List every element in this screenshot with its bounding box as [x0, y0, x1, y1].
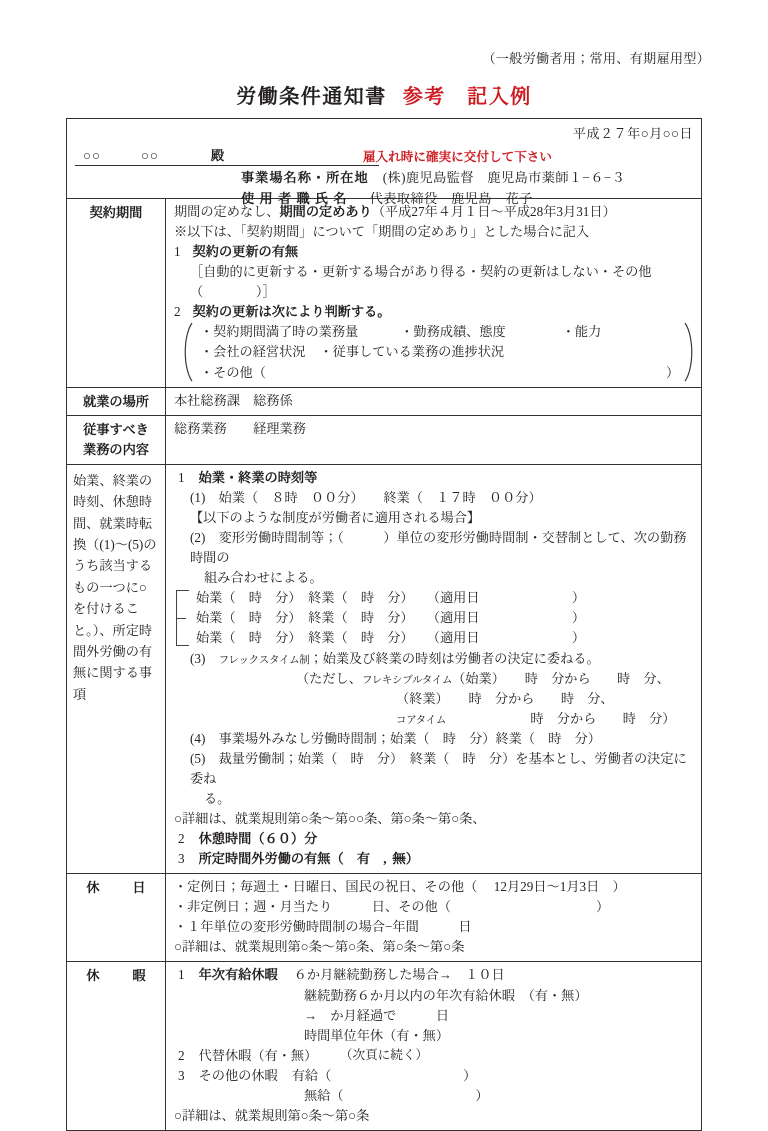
core-time-kana: コアタイム: [396, 714, 447, 726]
annual-leave-number: 1: [178, 967, 185, 983]
addressee-field: [75, 145, 379, 166]
flextime-kana: フレックスタイム制: [218, 654, 310, 666]
conditions-table: [66, 118, 702, 1131]
holiday-detail-rules: ○詳細は、就業規則第○条〜第○条、第○条〜第○条: [174, 939, 465, 955]
annual-leave-value: ６か月継続勤務した場合→ １０日: [293, 967, 505, 983]
discretionary-line2: る。: [204, 790, 231, 806]
continued-note: （次頁に続く）: [339, 1048, 429, 1062]
row-label-leave-a: 休: [86, 968, 100, 984]
row-label-holidays: [67, 874, 166, 961]
hours-variable-line1: (2) 変形労働時間制等；（ ）単位の変形労働時間制・交替制として、次の勤務時間の: [190, 530, 687, 566]
criteria-workload: ・契約期間満了時の業務量: [200, 324, 359, 340]
criteria-business-status: ・会社の経営状況: [200, 344, 306, 360]
row-label-holidays-a: 休: [86, 880, 100, 896]
criteria-line-2: [200, 342, 679, 362]
hourly-annual-leave: 時間単位年休（有・無）: [304, 1027, 450, 1043]
substitute-leave-number: 2: [178, 1047, 185, 1063]
contract-renewal-heading: [174, 242, 701, 262]
hours-variable-line2: 組み合わせによる。: [204, 570, 323, 586]
offsite-deemed-line: (4) 事業場外みなし労働時間制；始業（ 時 分）終業（ 時 分）: [190, 730, 601, 746]
contract-period-line1: [174, 202, 701, 222]
table-header-block: [67, 119, 701, 206]
contract-criteria-group: [174, 322, 701, 382]
table-row-holidays: [67, 874, 701, 962]
contract-fixed-term: 期間の定めあり: [279, 204, 372, 219]
shift-line-1: 始業（ 時 分） 終業（ 時 分） （適用日 ）: [196, 590, 586, 606]
annual-leave-heading: [174, 965, 695, 985]
row-label-working-hours: 始業、終業の時刻、休憩時間、就業時転換（(1)〜(5)のうち該当するもの一つに○を付けること。）、所定時間外労働の有無に関する事項: [67, 465, 166, 873]
other-leave-line: [174, 1066, 695, 1086]
shift-combination-group: [174, 588, 695, 648]
overtime-close: ）: [405, 851, 419, 867]
contract-term-dates: （平成27年４月１日〜平成28年3月31日）: [371, 204, 616, 219]
other-leave-paid: 有給（ ）: [291, 1067, 477, 1083]
document-subtype: （一般労働者用；常用、有期雇用型）: [482, 51, 710, 66]
holiday-regular: ・定例日；毎週土・日曜日、国民の祝日、その他（ 12月29日〜1月3日 ）: [174, 879, 626, 895]
table-row-duties: [67, 416, 701, 465]
row-label-contract-period: 契約期間: [67, 199, 166, 387]
row-label-workplace: 就業の場所: [67, 388, 166, 416]
row-body-working-hours: [166, 465, 701, 873]
hours-system-note: 【以下のような制度が労働者に適用される場合】: [190, 510, 481, 526]
table-row-workplace: [67, 388, 701, 417]
workplace-name-value: (株)鹿児島監督 鹿児島市薬師１−６−３: [382, 170, 626, 185]
hours-start-end: (1) 始業（ ８時 ００分） 終業（ １７時 ００分）: [190, 490, 542, 506]
delivery-red-note: 雇入れ時に確実に交付して下さい: [363, 150, 552, 164]
flexible-time-kana: フレキシブルタイム: [361, 674, 453, 686]
hours-detail-rules: ○詳細は、就業規則第○条〜第○○条、第○条〜第○条、: [174, 811, 486, 827]
criteria-performance: ・勤務成績、態度: [400, 324, 506, 340]
shift-line-3: 始業（ 時 分） 終業（ 時 分） （適用日 ）: [196, 630, 586, 646]
contract-judgement-number: 2: [174, 304, 181, 320]
criteria-ability: ・能力: [561, 324, 602, 340]
contract-renewal-title: 契約の更新の有無: [192, 244, 299, 260]
contract-period-note: ※以下は、「契約期間」について「期間の定めあり」とした場合に記入: [174, 224, 590, 240]
bracket-icon: [176, 590, 189, 645]
flexible-time-prefix: （ただし、: [296, 670, 362, 686]
employer-name-value: 代表取締役 鹿児島 花子: [369, 191, 533, 206]
criteria-line-1: [200, 322, 679, 342]
row-body-contract-period: [166, 199, 707, 387]
contract-renewal-number: 1: [174, 244, 181, 260]
flexible-time-end-line: （終業） 時 分から 時 分、: [396, 690, 614, 706]
criteria-other-close: ）: [665, 364, 680, 380]
flextime-line: [174, 649, 695, 669]
hours-item1-heading: [174, 468, 695, 488]
workplace-name-label: 事業場名称・所在地: [241, 170, 369, 185]
criteria-line-3: [200, 363, 679, 383]
break-time-number: 2: [178, 831, 185, 847]
criteria-other: ・その他（: [200, 364, 266, 380]
other-leave-number: 3: [178, 1067, 185, 1083]
row-body-duties: 総務業務 経理業務: [174, 421, 306, 437]
discretionary-line1: (5) 裁量労働制；始業（ 時 分） 終業（ 時 分）を基本とし、労働者の決定に委ね: [190, 750, 687, 786]
flextime-rest: ；始業及び終業の時刻は労働者の決定に委ねる。: [309, 650, 600, 666]
annual-leave-title: 年次有給休暇: [198, 967, 278, 983]
contract-judgement-title: 契約の更新は次により判断する。: [192, 304, 391, 320]
title-sample-note: 参考 記入例: [402, 86, 532, 108]
row-label-duties-line1: 従事すべき: [83, 422, 149, 438]
overtime-number: 3: [178, 851, 185, 867]
row-label-leave-b: 暇: [132, 968, 146, 984]
break-time-text: 休憩時間（６０）分: [198, 831, 318, 847]
substitute-leave-text: 代替休暇（有・無）: [198, 1047, 318, 1063]
other-leave-unpaid: 無給（ ）: [304, 1087, 489, 1103]
core-time-line: [174, 709, 695, 729]
flexible-time-start: （始業） 時 分から 時 分、: [452, 670, 670, 686]
overtime-none-struck: 無: [392, 851, 406, 867]
right-paren-icon: [681, 322, 699, 382]
row-label-duties-line2: 業務の内容: [83, 442, 149, 458]
addressee-name-1: ○○: [83, 148, 101, 163]
issue-date: 平成２７年○月○○日: [572, 126, 693, 141]
contract-renewal-options: ［自動的に更新する・更新する場合があり得る・契約の更新はしない・その他（ ）］: [190, 264, 652, 300]
other-leave-title: その他の休暇: [198, 1067, 278, 1083]
holiday-annual-variable: ・１年単位の変形労働時間制の場合−年間 日: [174, 919, 472, 935]
contract-no-term: 期間の定めなし、: [174, 204, 280, 219]
flexible-time-line: [174, 669, 695, 689]
overtime-line: [174, 849, 695, 869]
row-body-holidays: [166, 874, 701, 961]
addressee-line: [75, 145, 693, 165]
addressee-name-2: ○○: [140, 148, 159, 163]
employer-name-label: 使 用 者 職 氏 名: [241, 191, 348, 206]
row-body-workplace: 本社総務課 総務係: [174, 392, 293, 408]
row-label-duties: [67, 416, 166, 464]
hours-item1-title: 始業・終業の時刻等: [198, 469, 318, 485]
addressee-honorific: 殿: [210, 148, 226, 163]
holiday-irregular: ・非定例日；週・月当たり 日、その他（ ）: [174, 899, 610, 915]
left-paren-icon: [178, 322, 196, 382]
flextime-prefix: (3): [190, 650, 219, 666]
hours-item1-number: 1: [178, 469, 185, 485]
annual-leave-within-6m: 継続勤務６か月以内の年次有給休暇 （有・無）: [304, 987, 588, 1003]
table-row-working-hours: [67, 465, 701, 874]
row-label-holidays-b: 日: [132, 880, 146, 896]
shift-line-2: 始業（ 時 分） 終業（ 時 分） （適用日 ）: [196, 610, 586, 626]
workplace-name-line: [75, 167, 693, 186]
leave-detail-rules: ○詳細は、就業規則第○条〜第○条: [174, 1107, 370, 1123]
contract-judgement-heading: [174, 302, 701, 322]
break-time-line: [174, 829, 695, 849]
core-time-range: 時 分から 時 分）: [504, 710, 676, 726]
annual-leave-after-months: → か月経過で 日: [304, 1007, 450, 1023]
table-row-contract-period: [67, 199, 701, 388]
page-title: 労働条件通知書: [236, 86, 387, 108]
criteria-progress: ・従事している業務の進捗状況: [319, 344, 505, 360]
document-title-row: [0, 80, 768, 109]
overtime-text: 所定時間外労働の有無（ 有 ,: [198, 851, 387, 867]
